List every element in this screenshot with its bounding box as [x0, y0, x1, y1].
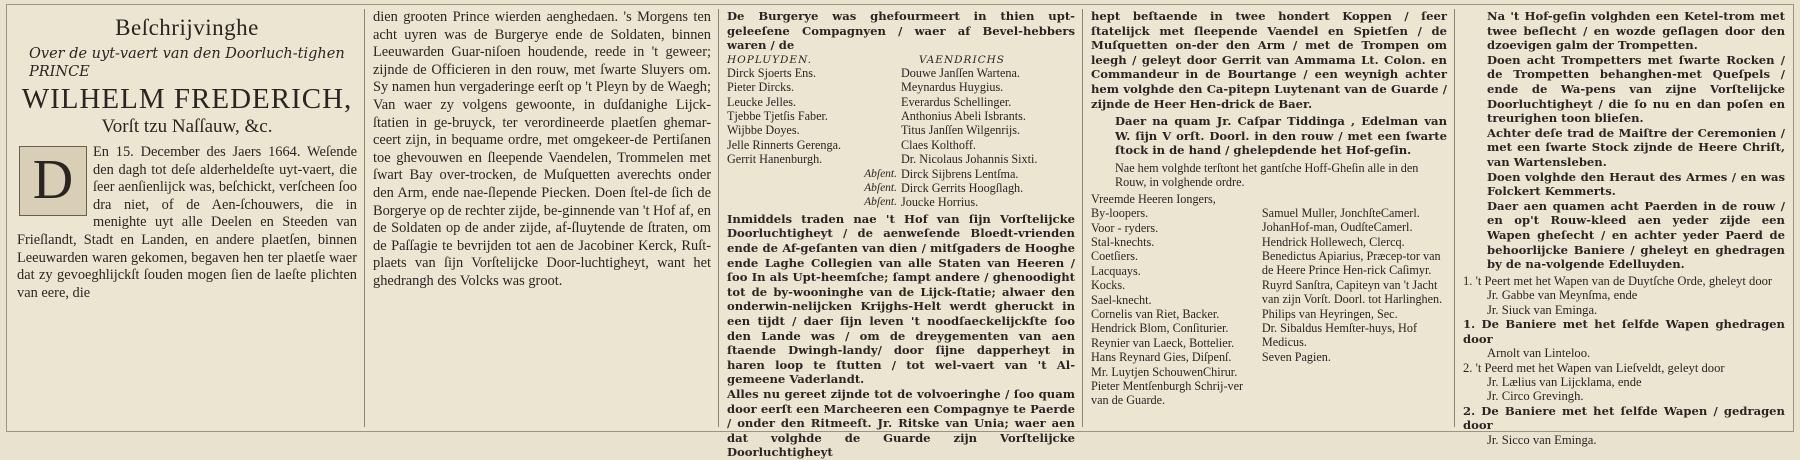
hopluyden-list: [727, 66, 901, 210]
horse-item-title: 1. 't Peert met het Wapen van de Duytſche Orde, gheleyt door: [1463, 273, 1773, 288]
list-item: Hendrick Hollewech, Clercq.: [1261, 234, 1405, 249]
ornamental-initial: D: [19, 146, 87, 216]
list-item: Reynier van Laeck, Bottelier.: [1091, 335, 1235, 350]
list-item: By-loopers.: [1091, 206, 1149, 221]
list-item: Titus Janſſen Wilgenrijs.: [901, 123, 1021, 138]
absent-note: Abſent.: [864, 167, 897, 180]
horse-item-title: 2. De Baniere met het ſelfde Wapen / gedragen door: [1463, 403, 1785, 433]
list-item: Lacquays.: [1091, 263, 1141, 278]
horse-item: [1463, 404, 1785, 448]
list-item: Vreemde Heeren Iongers,: [1091, 191, 1216, 206]
court-list-right: [1262, 192, 1447, 408]
column-rule: [718, 9, 719, 427]
trumpeters-paragraph: Doen acht Trompetters met ſwarte Rocken / de Trompetten behanghen-met Queſpels / ende de Wa-pens van zijne Vorſtelijcke Doorluchtigheyt / die ſo nu en dan poſen en treurighen toon blieſen.: [1487, 52, 1785, 126]
list-item: Tjebbe Tjetſis Faber.: [727, 109, 828, 123]
list-item: Voor - ryders.: [1091, 220, 1159, 235]
guard-paragraph: hept beſtaende in twee hondert Koppen / ſeer ſtatelijck met ſleepende Vaendel en Spietſen / de Muſquetten on-der den Arm / met de Trompen om leegh / geleyt door Gerrit van Ammama Lt. Colon. en Commandeur in de Bourtange / een weynigh achter hem volghde den Ca-pitepn Luytenant van de Guarde / zijnde de Heer Hen-drick de Baer.: [1091, 9, 1447, 111]
list-item: Pieter Dircks.: [727, 80, 795, 95]
herald-paragraph: Doen volghde den Heraut des Armes / en was Folckert Kemmerts.: [1487, 169, 1785, 199]
kettle-drum-paragraph: Na 't Hof-geſin volghden een Ketel-trom met twee beſlecht / en wozde geſlagen door den dzoevigen galm der Trompetten.: [1487, 9, 1785, 53]
list-item: Philips van Heyringen, Sec.: [1261, 306, 1398, 321]
hopluyden-heading: HOPLUYDEN.: [727, 53, 812, 66]
column-4: [1085, 9, 1453, 427]
horse-item: [1463, 317, 1785, 361]
list-item: Jelle Rinnerts Gerenga.: [727, 137, 842, 152]
list-item: Sael-knecht.: [1091, 292, 1152, 307]
list-item: Pieter Mentſenburgh Schrij-ver van de Guarde.: [1091, 379, 1244, 408]
horse-item-escort: Arnolt van Linteloo.: [1487, 346, 1591, 361]
list-item: Joucke Horrius.: [901, 195, 979, 210]
list-item: Cornelis van Riet, Backer.: [1091, 307, 1220, 321]
opening-paragraph: [17, 144, 357, 302]
list-item: Anthonius Abeli Isbrants.: [901, 109, 1026, 123]
ceremony-master-paragraph: Achter deſe trad de Maiſtre der Ceremonien / met een ſwarte Stock zijnde de Heere Chriſt, van Wartensleben.: [1487, 125, 1785, 169]
list-item: Hans Reynard Gies, Diſpenſ.: [1091, 350, 1232, 365]
list-item: Wijbbe Doyes.: [727, 123, 800, 138]
horse-item-escort: Jr. Siuck van Eminga.: [1487, 302, 1598, 317]
officer-headings: [727, 54, 1075, 66]
list-item: Dirck Gerrits Hoogſlagh.: [901, 181, 1024, 196]
prince-title: Vorſt tzu Naſſauw, &c.: [101, 116, 273, 137]
list-item: Gerrit Hanenburgh.: [727, 152, 823, 167]
list-item: Douwe Janſſen Wartena.: [901, 65, 1020, 80]
list-item: Kocks.: [1091, 278, 1126, 293]
court-lists: [1091, 192, 1447, 408]
procession-paragraph: Alles nu gereet zijnde tot de volvoeringhe / ſoo quam door eerſt een Marcheeren een Compagnye te Paerde / onder den Ritmeeſt. Jr. Ritske van Unia; waer aen dat volghde de Guarde zijn Vorſtelijcke Doorluchtigheyt: [727, 386, 1075, 460]
court-intro: Nae hem volghde terſtont het gantſche Hoff-Gheſin alle in den Rouw, in volghende ordre.: [1115, 160, 1419, 190]
horses-paragraph: Daer aen quamen acht Paerden in de rouw / en op't Rouw-kleed aen yeder zijde een Wapen gheſecht / en achter yeder Paerd de behoorlijcke Baniere / gheleyt en ghedragen by de na-volgende Edelluyden.: [1487, 198, 1785, 272]
prince-name: WILHELM FREDERICH,: [21, 83, 353, 115]
column-rule: [364, 9, 365, 427]
list-item: Dirck Sijbrens Lentſma.: [901, 166, 1019, 181]
list-item: Ruyrd Sanſtra, Capiteyn van 't Jacht van zijn Vorſt. Doorl. tot Harlinghen.: [1261, 277, 1443, 307]
list-item: Samuel Muller, JonchſteCamerl.: [1261, 205, 1420, 220]
tiddinga-paragraph: Daer na quam Jr. Caſpar Tiddinga , Edelman van W. ſijn V orſt. Doorl. in den rouw / met een ſwarte ſtock in de hand / ghelepdende het Hof-geſin.: [1115, 114, 1447, 158]
list-item: Mr. Luytjen SchouwenChirur.: [1091, 364, 1238, 379]
list-item: Coetſiers.: [1091, 249, 1139, 264]
list-item: Stal-knechts.: [1091, 234, 1155, 249]
opening-text: En 15. December des Jaers 1664. Weſende den dagh tot deſe alderheldeſte uyt-vaert, die ſeer aenſienlijck was, beſchickt, verſcheen ſoo dra niet, of de Aen-ſchouwers, die in menighte uyt alle Deelen en Steeden van Frieſlandt, Stadt en Landen, en andere plaetſen, binnen Leeuwarden waren gekomen, begaven hen ter plaetſe waer dat zy gevoeghlijckſt ſouden mogen ſien de laeſte plichten van eere, die: [17, 144, 357, 301]
column-5: [1457, 9, 1791, 447]
horse-item-title: 1. De Baniere met het ſelfde Wapen ghedragen door: [1463, 316, 1785, 346]
list-item: Claes Kolthoff.: [901, 137, 976, 152]
list-item: Benedictus Apiarius, Præcep-tor van de Heere Prince Hen-rick Caſimyr.: [1261, 248, 1441, 278]
column-2: [367, 9, 717, 427]
column-rule: [1454, 9, 1455, 427]
absent-note: Abſent.: [864, 181, 897, 194]
column-1: [11, 9, 363, 427]
horse-item-escort: Jr. Gabbe van Meynſma, ende: [1487, 288, 1638, 303]
list-item: Leucke Jelles.: [727, 94, 797, 109]
body-paragraph: dien grooten Prince wierden aenghedaen. 's Morgens ten acht uyren was de Burgerye ende de Soldaten, binnen Leeuwarden Guar-niſoen houdende, reede in 't geweer; zijnde de Officieren in den rouw, met ſwarte Sluyers om. Sy namen hun vergaderinge eerſt op 't Pleyn by de Waegh; Van waer zy volgens gewoonte, in duſdanighe Lijck-ſtatien in ge-bruyck, ter verordineerde plaetſen ghemar-ceert zijn, in bequame ordre, met omgekeer-de Pertiſanen toe ghevouwen en ſleepende Vaendelen, Trommelen met ſwart Bay over-trocken, de Muſquetten averechts onder den Arm, ende nae-ſlepende Piecken. Doen ſtel-de ſich de Borgerye op de rechter zijde, be-ginnende van 't Hof af, en de Soldaten op de ander zijde, af-ſluytende de ſtraten, om de Paſſagie te bevrijden tot aen de Jacobiner Kerck, Ruſt-plaets van ſijn Vorſtelijcke Door-luchtigheyt, want het ghedrangh des Volcks was groot.: [373, 9, 711, 289]
list-item: Dirck Sjoerts Ens.: [727, 65, 817, 80]
horse-item-escort: Jr. Sicco van Eminga.: [1487, 432, 1597, 447]
horse-item-title: 2. 't Peerd met het Wapen van Lieſveldt, geleyt door: [1463, 360, 1725, 375]
list-item: JohanHof-man, OudſteCamerl.: [1261, 220, 1413, 235]
officer-lists: [727, 66, 1075, 210]
court-list-left: [1091, 192, 1262, 408]
page-title: Beſchrijvinghe: [115, 15, 259, 40]
burgerye-intro: De Burgerye was ghefourmeert in thien upt-geleeſene Compagnyen / waer af Bevel-hebbers waren / de: [727, 9, 1075, 53]
list-item: Seven Pagien.: [1261, 349, 1331, 364]
list-item: Dr. Nicolaus Johannis Sixti.: [901, 152, 1038, 167]
horse-item: [1463, 361, 1785, 404]
subtitle: Over de uyt-vaert van den Doorluch-tighen PRINCE: [29, 46, 345, 80]
absent-note: Abſent.: [864, 195, 897, 208]
horse-item: [1463, 274, 1785, 317]
list-item: Hendrick Blom, Conſiturier.: [1091, 321, 1229, 336]
vaendrichs-list: [901, 66, 1075, 210]
list-item: Dr. Sibaldus Hemſter-huys, Hof Medicus.: [1261, 321, 1418, 350]
column-3: [721, 9, 1081, 460]
newspaper-sheet: [6, 4, 1794, 460]
list-item: Everardus Schellinger.: [901, 94, 1012, 109]
horse-item-escort: Jr. Lælius van Lijcklama, ende: [1487, 374, 1642, 389]
list-item: Meynardus Huygius.: [901, 80, 1004, 95]
column-rule: [1082, 9, 1083, 427]
court-paragraph: Inmiddels traden nae 't Hof van ſijn Vorſtelijcke Doorluchtigheyt / de aenweſende Bloedt-vrienden ende de Af-geſanten van dien / mitſgaders de Hooghe ende Laghe Collegien van alle Staten van Heeren / ſoo In als Upt-heemſche; ſampt andere / ghenoodight tot de by-wooninghe van de Lijck-ſtatie; alwaer den onderwin-nelijcken Krijghs-Helt werdt gheruckt in een tijdt / daer ſijn leven 't noodſaeckelijckſte ſoo den Lande was / om de dreygementen van aen ſtaende Dwingh-landy/ door ſijne dapperheyt in haren loop te ſtutten / tot wel-vaert van 't Al-gemeene Vaderlandt.: [727, 211, 1075, 387]
vaendrichs-heading: VAENDRICHS: [918, 53, 1005, 66]
horse-item-escort: Jr. Circo Grevingh.: [1487, 389, 1584, 404]
